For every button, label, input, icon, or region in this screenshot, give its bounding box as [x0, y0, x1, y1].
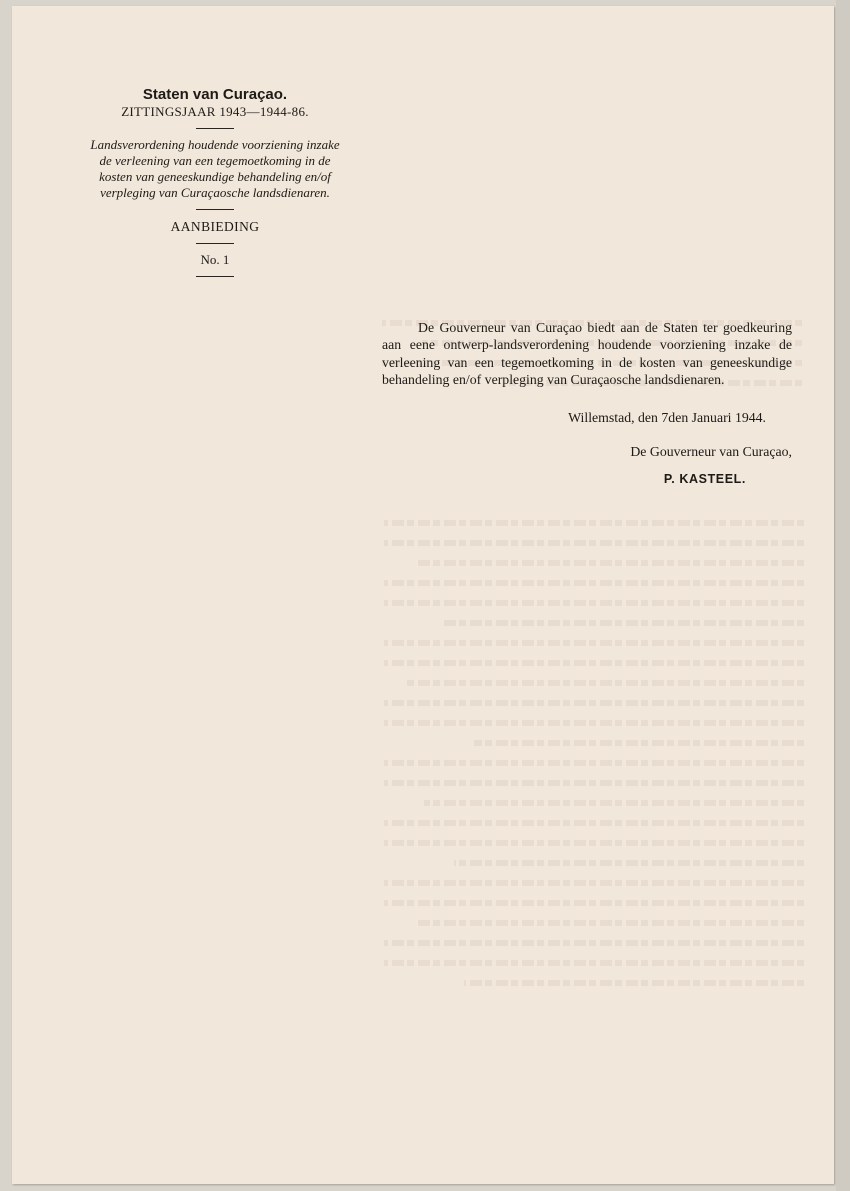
body-paragraph: De Gouverneur van Curaçao biedt aan de Staten ter goedkeuring aan eene ontwerp-landsverordening houdende voorziening inzake de verleening van een tegemoetkoming in de kosten van geneeskundige behandeling en/of verpleging van Curaçaosche landsdienaren.: [382, 320, 792, 387]
bleed-line: [384, 600, 804, 606]
bleed-line: [404, 680, 804, 686]
bleed-line: [384, 760, 804, 766]
document-title: Staten van Curaçao.: [142, 86, 288, 103]
bleed-line: [454, 860, 804, 866]
bleed-line: [384, 580, 804, 586]
bleed-line: [414, 920, 804, 926]
subject-line: verpleging van Curaçaosche landsdienaren.: [100, 185, 330, 200]
bleed-line: [384, 820, 804, 826]
divider: [196, 128, 234, 129]
bleed-line: [384, 780, 804, 786]
bleed-line: [414, 560, 804, 566]
document-header: [60, 86, 370, 285]
divider: [196, 209, 234, 210]
place-date: Willemstad, den 7den Januari 1944.: [568, 410, 766, 425]
bleed-line: [444, 620, 804, 626]
bleed-line: [384, 520, 804, 526]
bleed-line: [384, 840, 804, 846]
bleed-line: [384, 700, 804, 706]
signer-title: De Gouverneur van Curaçao,: [630, 444, 792, 459]
signer-name: P. KASTEEL.: [663, 472, 746, 486]
session-year: ZITTINGSJAAR 1943—1944-86.: [121, 104, 309, 119]
scan-edge: [836, 0, 850, 1191]
divider: [196, 276, 234, 277]
bleed-line: [384, 720, 804, 726]
bleed-line: [384, 900, 804, 906]
bleed-line: [384, 880, 804, 886]
bleed-line: [384, 540, 804, 546]
bleed-line: [474, 740, 804, 746]
reverse-side-bleed-through: [384, 506, 804, 1000]
bleed-line: [384, 960, 804, 966]
bleed-line: [464, 980, 804, 986]
bleed-line: [384, 660, 804, 666]
subject-line: kosten van geneeskundige behandeling en/of: [99, 169, 331, 184]
divider: [196, 243, 234, 244]
document-page: [12, 6, 834, 1184]
bleed-line: [384, 940, 804, 946]
subject-line: de verleening van een tegemoetkoming in de: [99, 153, 331, 168]
bleed-line: [424, 800, 804, 806]
bleed-line: [384, 640, 804, 646]
document-number: No. 1: [200, 252, 230, 267]
subject-line: Landsverordening houdende voorziening inzake: [90, 137, 340, 152]
section-heading: AANBIEDING: [170, 219, 260, 234]
